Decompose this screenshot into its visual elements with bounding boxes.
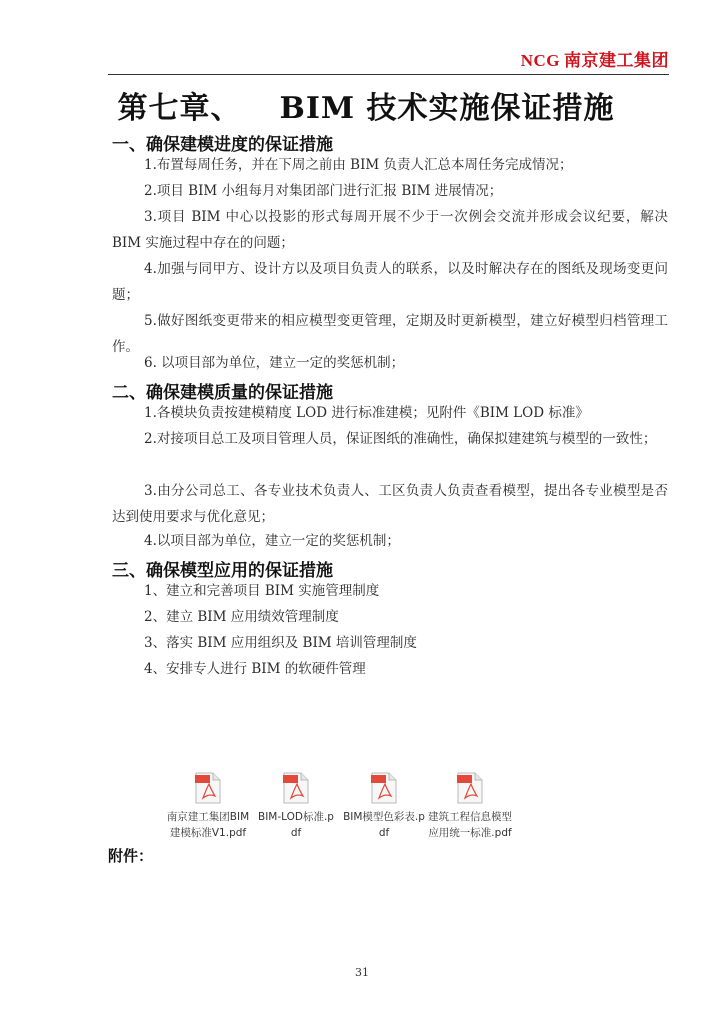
paragraph: 2.对接项目总工及项目管理人员，保证图纸的准确性，确保拟建建筑与模型的一致性； [144, 431, 657, 447]
pdf-file-icon [457, 772, 483, 804]
attachment-filename-line: 南京建工集团BIM [166, 811, 250, 823]
page-number: 31 [355, 966, 369, 979]
chapter-title-text: BIM 技术实施保证措施 [279, 91, 615, 126]
document-header [521, 46, 669, 71]
attachment-filename [422, 809, 518, 841]
list-item: 2、建立 BIM 应用绩效管理制度 [144, 609, 339, 625]
attachment-item[interactable] [248, 772, 344, 841]
section-heading-schedule: 一、确保建模进度的保证措施 [112, 135, 333, 155]
list-item: 3、落实 BIM 应用组织及 BIM 培训管理制度 [144, 635, 417, 651]
attachment-filename [248, 809, 344, 841]
header-company-name: 南京建工集团 [564, 51, 669, 71]
pdf-file-icon [195, 772, 221, 804]
attachment-filename-line: BIM模型色彩表.p [343, 811, 425, 823]
attachment-item[interactable] [160, 772, 256, 841]
attachment-filename-line: 建模标准V1.pdf [169, 827, 247, 839]
chapter-title [0, 83, 724, 127]
paragraph: 6. 以项目部为单位，建立一定的奖惩机制； [144, 355, 405, 371]
attachment-filename [336, 809, 432, 841]
paragraph: 2.项目 BIM 小组每月对集团部门进行汇报 BIM 进展情况； [144, 183, 503, 199]
pdf-file-icon [283, 772, 309, 804]
paragraph: 1.各模块负责按建模精度 LOD 进行标准建模；见附件《BIM LOD 标准》 [144, 405, 589, 421]
attachment-filename-line: 建筑工程信息模型 [428, 811, 512, 823]
list-item: 4、安排专人进行 BIM 的软硬件管理 [144, 661, 366, 677]
header-brand-mark: NCG [520, 51, 560, 70]
paragraph: 5.做好图纸变更带来的相应模型变更管理，定期及时更新模型，建立好模型归档管理工作。 [112, 313, 668, 355]
attachments-label: 附件： [108, 847, 154, 865]
pdf-file-icon [371, 772, 397, 804]
header-divider [108, 74, 669, 75]
chapter-number: 第七章、 [117, 91, 242, 126]
section-heading-application: 三、确保模型应用的保证措施 [112, 561, 333, 581]
attachment-filename-line: 应用统一标准.pdf [428, 827, 512, 839]
attachment-item[interactable] [336, 772, 432, 841]
attachment-filename-line: df [290, 827, 302, 839]
attachment-filename-line: df [378, 827, 390, 839]
paragraph: 1.布置每周任务，并在下周之前由 BIM 负责人汇总本周任务完成情况； [144, 157, 573, 173]
attachment-filename [160, 809, 256, 841]
attachment-list [160, 772, 540, 844]
section-heading-quality: 二、确保建模质量的保证措施 [112, 383, 333, 403]
attachment-filename-line: BIM-LOD标准.p [258, 811, 334, 823]
paragraph: 3.项目 BIM 中心以投影的形式每周开展不少于一次例会交流并形成会议纪要，解决 BIM 实施过程中存在的问题； [112, 209, 668, 251]
attachment-item[interactable] [422, 772, 518, 841]
paragraph: 4.加强与同甲方、设计方以及项目负责人的联系，以及时解决存在的图纸及现场变更问题； [112, 261, 668, 303]
paragraph: 3.由分公司总工、各专业技术负责人、工区负责人负责查看模型，提出各专业模型是否达到使用要求与优化意见； [112, 483, 668, 525]
paragraph: 4.以项目部为单位，建立一定的奖惩机制； [144, 533, 400, 549]
list-item: 1、建立和完善项目 BIM 实施管理制度 [144, 583, 380, 599]
